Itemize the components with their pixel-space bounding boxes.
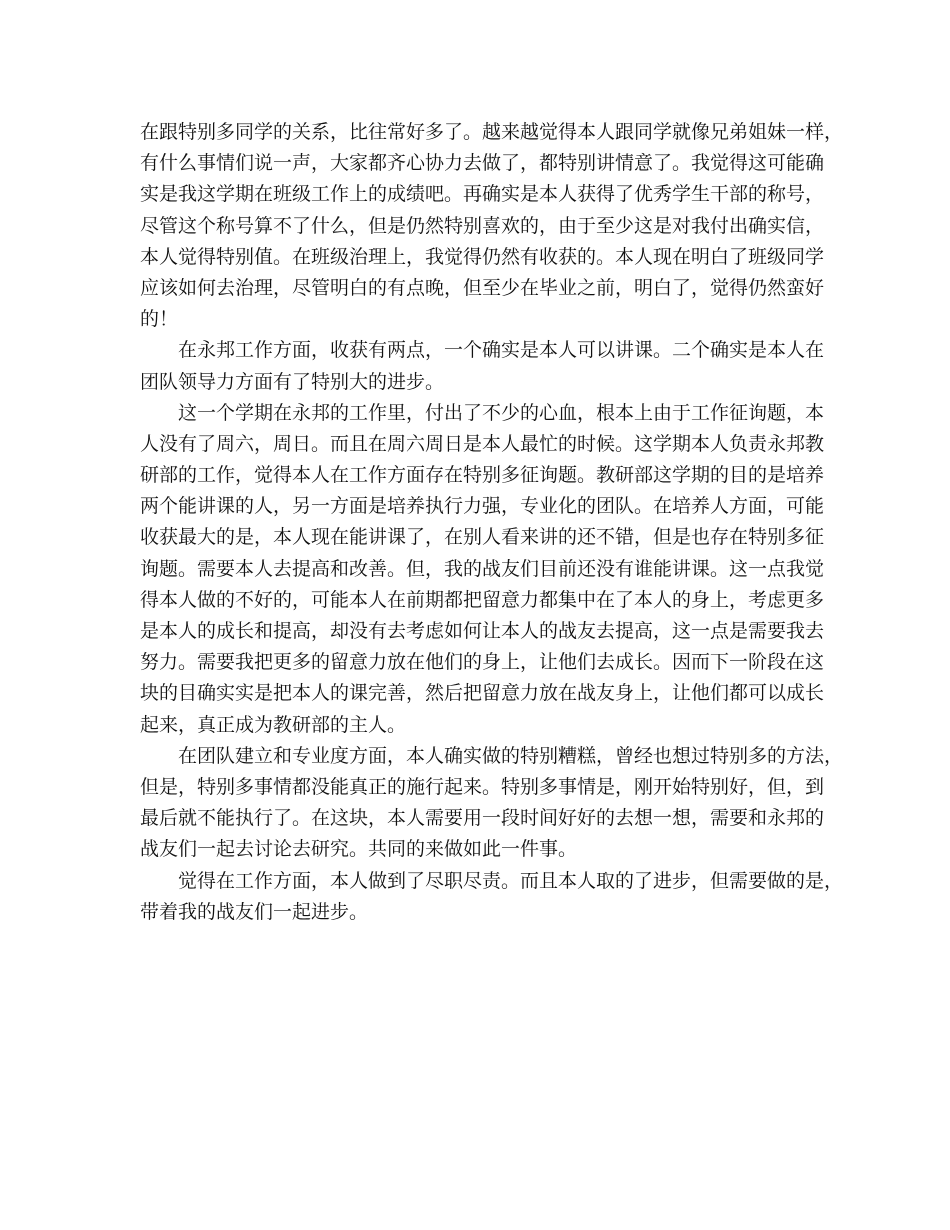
paragraph	[140, 866, 844, 928]
paragraph	[140, 398, 825, 741]
text-line: 在团队建立和专业度方面，本人确实做的特别糟糕，曾经也想过特别多的方法，	[178, 744, 844, 767]
paragraph	[140, 741, 844, 866]
text-line: 有什么事情们说一声，大家都齐心协力去做了，都特别讲情意了。我觉得这可能确	[140, 152, 825, 175]
text-line: 的！	[140, 308, 179, 331]
text-line: 是本人的成长和提高，却没有去考虑如何让本人的战友去提高，这一点是需要我去	[140, 620, 825, 642]
text-line: 在跟特别多同学的关系，比往常好多了。越来越觉得本人跟同学就像兄弟姐妹一样，	[140, 121, 844, 143]
text-line: 得本人做的不好的，可能本人在前期都把留意力都集中在了本人的身上，考虑更多	[140, 588, 825, 611]
text-line: 这一个学期在永邦的工作里，付出了不少的心血，根本上由于工作征询题，本	[178, 401, 825, 424]
text-line: 实是我这学期在班级工作上的成绩吧。再确实是本人获得了优秀学生干部的称号，	[140, 183, 825, 206]
text-line: 战友们一起去讨论去研究。共同的来做如此一件事。	[140, 838, 578, 861]
text-line: 但是，特别多事情都没能真正的施行起来。特别多事情是，刚开始特别好，但，到	[140, 775, 825, 798]
text-line: 努力。需要我把更多的留意力放在他们的身上，让他们去成长。因而下一阶段在这	[140, 651, 825, 674]
text-line: 在永邦工作方面，收获有两点，一个确实是本人可以讲课。二个确实是本人在	[178, 339, 825, 362]
text-line: 本人觉得特别值。在班级治理上，我觉得仍然有收获的。本人现在明白了班级同学	[140, 245, 825, 268]
text-line: 两个能讲课的人，另一方面是培养执行力强，专业化的团队。在培养人方面，可能	[140, 495, 825, 518]
text-line: 块的目确实实是把本人的课完善，然后把留意力放在战友身上，让他们都可以成长	[140, 682, 825, 705]
text-line: 最后就不能执行了。在这块，本人需要用一段时间好好的去想一想，需要和永邦的	[140, 807, 825, 830]
paragraph	[140, 117, 844, 335]
text-line: 觉得在工作方面，本人做到了尽职尽责。而且本人取的了进步，但需要做的是，	[178, 869, 844, 892]
text-line: 人没有了周六，周日。而且在周六周日是本人最忙的时候。这学期本人负责永邦教	[140, 432, 825, 455]
text-line: 起来，真正成为教研部的主人。	[140, 713, 407, 736]
text-line: 带着我的战友们一起进步。	[140, 900, 369, 923]
text-line: 研部的工作，觉得本人在工作方面存在特别多征询题。教研部这学期的目的是培养	[140, 464, 825, 487]
document-body	[140, 117, 844, 928]
text-line: 团队领导力方面有了特别大的进步。	[140, 370, 445, 393]
paragraph	[140, 335, 825, 397]
text-line: 收获最大的是，本人现在能讲课了，在别人看来讲的还不错，但是也存在特别多征	[140, 526, 825, 549]
text-line: 尽管这个称号算不了什么，但是仍然特别喜欢的，由于至少这是对我付出确实信，	[140, 214, 825, 237]
text-line: 应该如何去治理，尽管明白的有点晚，但至少在毕业之前，明白了，觉得仍然蛮好	[140, 276, 825, 299]
text-line: 询题。需要本人去提高和改善。但，我的战友们目前还没有谁能讲课。这一点我觉	[140, 557, 825, 580]
